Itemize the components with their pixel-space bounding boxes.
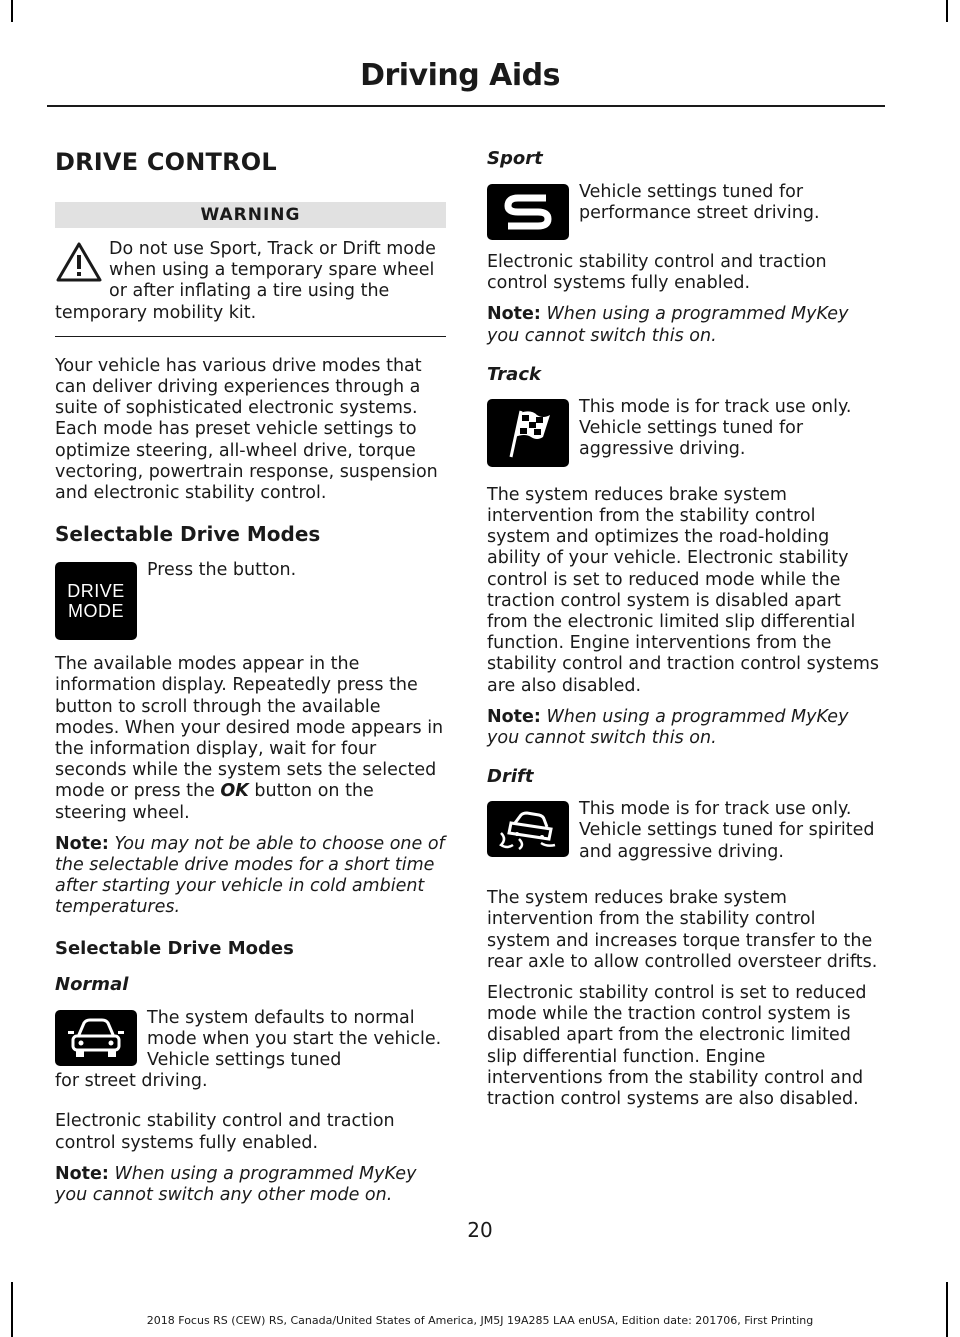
intro-paragraph: Your vehicle has various drive modes that can deliver driving experiences through a suite of sophisticated electronic systems. Each mode has preset vehicle settings to optimize steering, all-wheel drive, torque vectoring, powertrain response, suspension and electronic stability control. [55,355,438,504]
drift-car-icon [487,801,569,857]
left-column [55,140,446,1206]
normal-mode-row [55,1008,446,1093]
track-heading: Track [487,363,541,385]
sport-description: Vehicle settings tuned for performance street driving. [579,182,820,224]
warning-text: Do not use Sport, Track or Drift mode when using a temporary spare wheel or after inflating a tire using the [109,239,436,302]
note-label: Note: [55,833,109,854]
note-text: When using a programmed MyKey you cannot switch this on. [487,304,849,346]
normal-description: The system defaults to normal mode when you start the vehicle. Vehicle settings tuned [147,1007,442,1071]
note-mykey-sport [487,304,879,346]
track-description: This mode is for track use only. Vehicle settings tuned for aggressive driving. [579,396,852,460]
drive-mode-icon-line2: MODE [67,601,124,622]
drive-mode-icon-line1: DRIVE [67,581,125,602]
press-button-text: Press the button. [147,560,297,581]
note-mykey-track [487,707,879,749]
crop-mark [11,1282,13,1337]
header-rule [47,105,885,107]
sport-esc-text: Electronic stability control and traction control systems fully enabled. [487,252,827,294]
note-text: You may not be able to choose one of the selectable drive modes for a short time after starting your vehicle in cold ambient temperatures. [55,833,445,918]
ok-label: OK [220,781,249,802]
normal-description-continued: for street driving. [55,1071,208,1092]
checkered-flag-icon [487,399,569,467]
crop-mark [11,0,13,22]
warning-divider [55,336,446,337]
note-label: Note: [55,1163,109,1184]
note-text: When using a programmed MyKey you cannot switch any other mode on. [55,1163,417,1206]
crop-mark [946,0,948,22]
edition-footer: 2018 Focus RS (CEW) RS, Canada/United States of America, JM5J 19A285 LAA enUSA, Edition date: 201706, First Printing [146,1314,814,1327]
section-heading: DRIVE CONTROL [55,148,277,176]
drift-body-2: Electronic stability control is set to reduced mode while the traction control system is disabled apart from the electronic limited slip differential function. Engine interventions from the stability control and traction control systems are also disabled. [487,983,867,1110]
crop-mark [946,1282,948,1337]
drift-body-1: The system reduces brake system intervention from the stability control system and increases torque transfer to the rear axle to allow controlled oversteer drifts. [487,888,878,972]
drive-mode-button-row [55,560,446,640]
page-number: 20 [467,1218,493,1242]
note-cold-temperature [55,834,446,919]
warning-text-continued: temporary mobility kit. [55,302,257,323]
note-text: When using a programmed MyKey you cannot switch this on. [487,706,849,749]
note-label: Note: [487,706,541,727]
sport-s-icon [487,184,569,240]
normal-heading: Normal [55,973,129,995]
selectable-drive-modes-heading-2: Selectable Drive Modes [55,937,294,959]
drift-heading: Drift [487,766,534,788]
track-mode-row [487,397,879,479]
modes-paragraph-start: The available modes appear in the information display. Repeatedly press the button to scroll through the available modes. When your desired mode appears in the information display, wait for four seconds while the system sets the selected mode or press the [55,654,444,802]
warning-box [55,239,446,324]
modes-paragraph-end: button on the steering wheel. [55,781,374,823]
drift-mode-row [487,799,879,881]
modes-paragraph [55,654,446,824]
page-header-title: Driving Aids [360,58,560,93]
track-body: The system reduces brake system intervention from the stability control system and optimizes the road-holding ability of your vehicle. Electronic stability control is set to reduced mode while the traction control system is disabled apart from the electronic limited slip differential function. Engine interventions from the stability control and traction control systems are also disabled. [487,484,879,696]
note-mykey-normal [55,1164,446,1206]
warning-label: WARNING [55,202,446,228]
normal-esc-text: Electronic stability control and traction control systems fully enabled. [55,1111,395,1153]
warning-triangle-icon [55,241,103,283]
sport-mode-row [487,182,879,252]
drift-description: This mode is for track use only. Vehicle settings tuned for spirited and aggressive driving. [579,799,875,862]
note-label: Note: [487,304,541,325]
right-column [487,140,879,1110]
drive-mode-icon [55,562,137,640]
sport-heading: Sport [487,148,543,169]
selectable-drive-modes-heading: Selectable Drive Modes [55,522,321,547]
normal-car-icon [55,1010,137,1066]
